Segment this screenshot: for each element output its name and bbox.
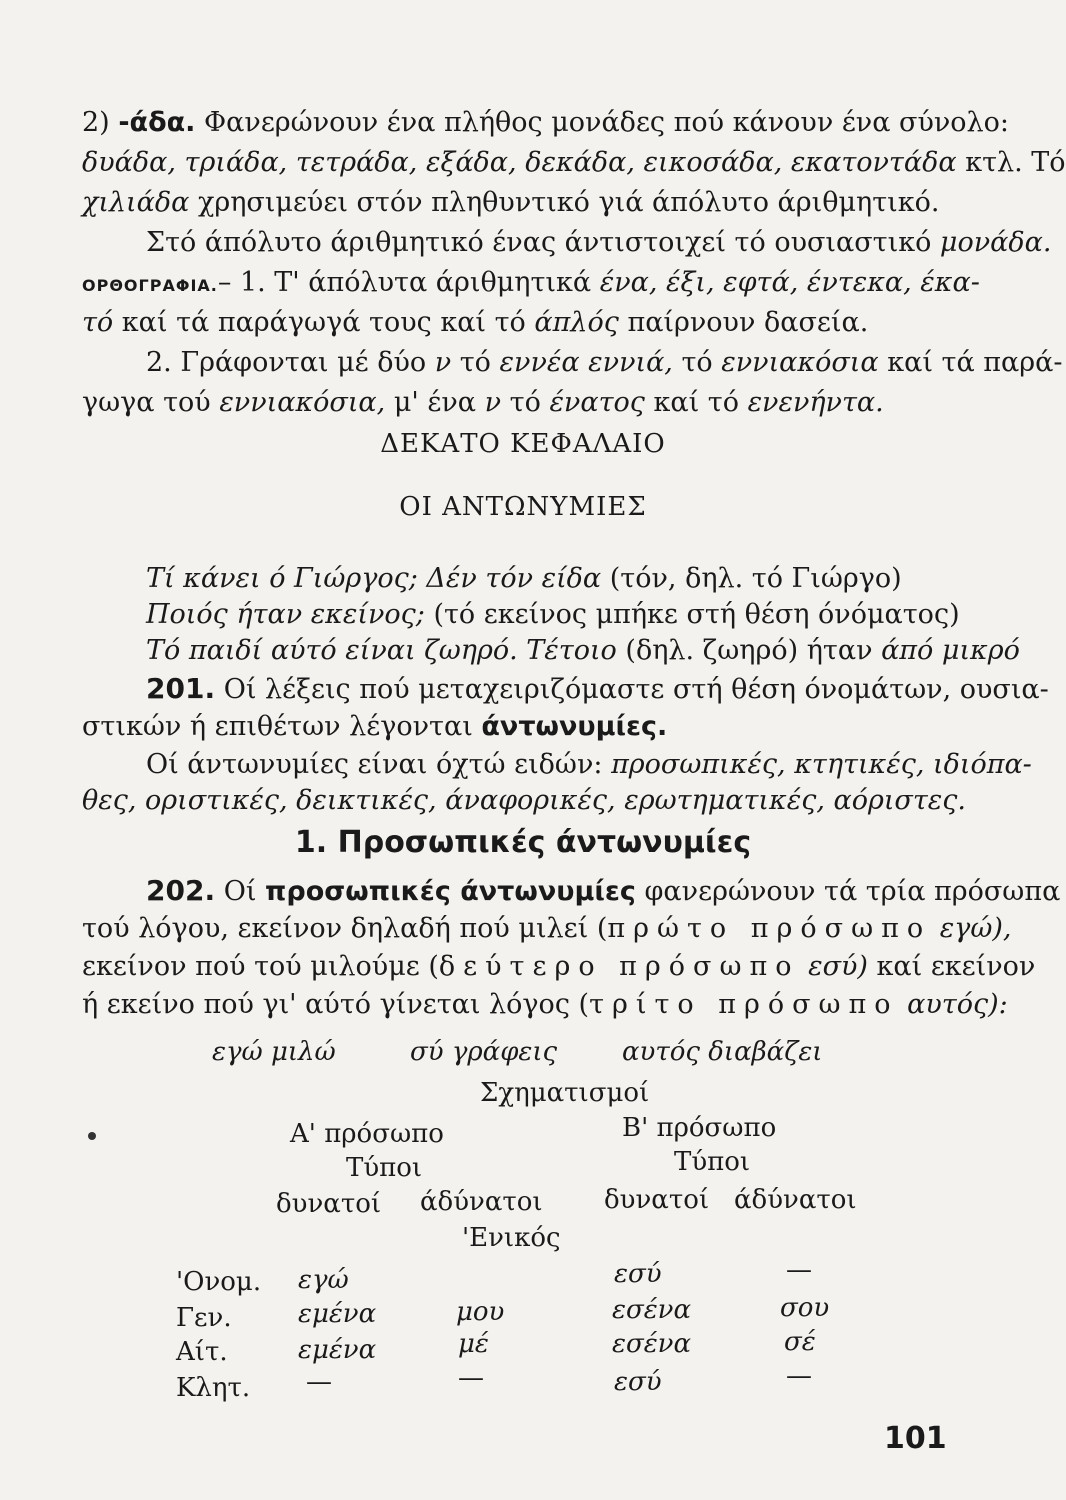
b-strong-form: εσύ	[614, 1259, 662, 1289]
a-weak-form: —	[458, 1363, 484, 1393]
b-weak-form: σέ	[784, 1327, 816, 1357]
text: τού λόγου, εκείνον δηλαδή πού μιλεί (	[82, 913, 608, 944]
bullet-mark	[88, 1132, 96, 1140]
example-note: (δηλ. ζωηρό) ήταν	[625, 635, 873, 666]
text: γωγα τού	[82, 387, 211, 418]
examples: εννέα εννιά,	[499, 347, 673, 378]
case-label: Αίτ.	[176, 1337, 228, 1367]
example-1	[146, 562, 902, 596]
case-label: 'Ονομ.	[176, 1267, 262, 1297]
a-strong-form: εμένα	[298, 1335, 377, 1365]
example-speak: εγώ μιλώ	[212, 1037, 336, 1067]
example-text: Τό παιδί αύτό είναι ζωηρό. Τέτοιο	[146, 635, 617, 666]
term: ένατος	[549, 387, 645, 418]
text: στικών ή επιθέτων λέγονται	[82, 711, 473, 742]
letter: ν	[484, 387, 502, 418]
suffix-term: -άδα.	[118, 107, 196, 138]
text: – 1. Τ' άπόλυτα άριθμητικά	[217, 267, 592, 298]
a-strong-form: εμένα	[298, 1299, 377, 1329]
b-weak-form: σου	[780, 1293, 830, 1323]
spaced-term: τρίτο πρόσωπο	[589, 989, 899, 1020]
text: καί τό	[653, 387, 739, 418]
a-strong-form: —	[306, 1367, 332, 1397]
orthography-label: ΟΡΘΟΓΡΑΦΙΑ.	[82, 276, 218, 295]
b-strong-form: εσύ	[614, 1367, 662, 1397]
text: εκείνον πού τού μιλούμε (	[82, 951, 439, 982]
person-a-heading: Α' πρόσωπο	[290, 1119, 444, 1149]
b-weak-form: —	[786, 1361, 812, 1391]
text: φανερώνουν τά τρία πρόσωπα	[644, 876, 1061, 907]
table-heading: Σχηματισμοί	[480, 1078, 650, 1108]
text: παίρνουν δασεία.	[627, 307, 869, 338]
p201-line3	[146, 748, 1032, 782]
a-strong-form: εγώ	[298, 1265, 349, 1295]
para2-line2	[82, 146, 1066, 180]
text: Οί άντωνυμίες είναι όχτώ ειδών:	[146, 749, 603, 780]
text: καί τά παρά-	[887, 347, 1063, 378]
text: Στό άπόλυτο άριθμητικό ένας άντιστοιχεί τό ουσιαστικό	[146, 227, 932, 258]
page-number: 101	[884, 1421, 947, 1456]
categories: προσωπικές, κτητικές, ιδιόπα-	[611, 749, 1032, 780]
weak-a-heading: άδύνατοι	[420, 1187, 543, 1217]
spaced-term: πρώτο πρόσωπο	[607, 913, 932, 944]
example-text: Ποιός ήταν εκείνος;	[146, 599, 425, 630]
term: εννιακόσια,	[219, 387, 386, 418]
key-term: προσωπικές άντωνυμίες	[265, 876, 636, 907]
a-weak-form: μέ	[458, 1329, 489, 1359]
term: άπλός	[534, 307, 619, 338]
example-write: σύ γράφεις	[410, 1037, 558, 1067]
example-text: Τί κάνει ό Γιώργος; Δέν τόν είδα	[146, 563, 602, 594]
para2-line4	[146, 226, 1051, 260]
text: Φανερώνουν ένα πλήθος μονάδες πού κάνουν ένα σύνολο:	[204, 107, 1010, 138]
b-strong-form: εσένα	[612, 1295, 692, 1325]
term: εννιακόσια	[721, 347, 879, 378]
categories: θες, οριστικές, δεικτικές, άναφορικές, ερωτηματικές, αόριστες.	[82, 785, 966, 816]
example-text: άπό μικρό	[881, 635, 1020, 666]
p201-line2	[82, 710, 667, 744]
term: ενενήντα.	[747, 387, 884, 418]
case-label: Κλητ.	[176, 1373, 251, 1403]
chapter-subtitle: ΟΙ ΑΝΤΩΝΥΜΙΕΣ	[399, 492, 647, 522]
text: 2. Γράφονται μέ δύο	[146, 347, 427, 378]
text: ή εκείνο πού γι' αύτό γίνεται λόγος (	[82, 989, 590, 1020]
person-b-heading: Β' πρόσωπο	[622, 1113, 777, 1143]
b-weak-form: —	[786, 1255, 812, 1285]
ortho-line1	[82, 266, 980, 303]
example-word: αυτός):	[907, 989, 1008, 1020]
p202-line4	[82, 988, 1008, 1022]
chapter-title: ΔΕΚΑΤΟ ΚΕΦΑΛΑΙΟ	[380, 429, 666, 459]
text: τό	[681, 347, 713, 378]
example-word: εσύ)	[808, 951, 868, 982]
example-2	[146, 598, 960, 632]
section-title: 1. Προσωπικές άντωνυμίες	[294, 825, 752, 860]
text: καί εκείνον	[876, 951, 1036, 982]
types-a-heading: Τύποι	[346, 1153, 423, 1183]
text: Οί	[223, 876, 257, 907]
case-label: Γεν.	[176, 1303, 232, 1333]
example-read: αυτός διαβάζει	[622, 1037, 823, 1067]
text: μ' ένα	[393, 387, 477, 418]
text: τό	[509, 387, 541, 418]
example-note: (τόν, δηλ. τό Γιώργο)	[609, 563, 902, 594]
term: χιλιάδα	[82, 187, 190, 218]
key-term: άντωνυμίες.	[481, 711, 668, 742]
p201-line1	[146, 672, 1049, 707]
p202-line2	[82, 912, 1011, 946]
para2-line1	[82, 106, 1010, 140]
text: χρησιμεύει στόν πληθυντικό γιά άπόλυτο άριθμητικό.	[197, 187, 940, 218]
ortho-line2	[82, 306, 868, 340]
p202-line3	[82, 950, 1035, 984]
number-heading: 'Ενικός	[462, 1223, 561, 1253]
ortho-line4	[82, 386, 884, 420]
letter: ν	[434, 347, 452, 378]
p202-line1	[146, 874, 1061, 909]
text: τό	[459, 347, 491, 378]
spaced-term: δεύτερο πρόσωπο	[438, 951, 800, 982]
example-3	[146, 634, 1020, 668]
term: μονάδα.	[939, 227, 1052, 258]
strong-b-heading: δυνατοί	[604, 1185, 710, 1215]
types-b-heading: Τύποι	[674, 1147, 751, 1177]
item-number: 2)	[82, 107, 110, 138]
term: τό	[82, 307, 114, 338]
examples: ένα, έξι, εφτά, έντεκα, έκα-	[599, 267, 980, 298]
b-strong-form: εσένα	[612, 1329, 692, 1359]
para2-line3	[82, 186, 939, 220]
example-note: (τό εκείνος μπήκε στή θέση όνόματος)	[433, 599, 960, 630]
weak-b-heading: άδύνατοι	[734, 1185, 857, 1215]
examples: δυάδα, τριάδα, τετράδα, εξάδα, δεκάδα, εικοσάδα, εκατοντάδα	[82, 147, 957, 178]
paragraph-number: 202.	[146, 874, 216, 907]
ortho-line3	[146, 346, 1063, 380]
text: κτλ. Τό	[965, 147, 1066, 178]
example-word: εγώ),	[939, 913, 1012, 944]
text: Οί λέξεις πού μεταχειριζόμαστε στή θέση όνομάτων, ουσια-	[223, 674, 1049, 705]
strong-a-heading: δυνατοί	[276, 1189, 382, 1219]
text: καί τά παράγωγά τους καί τό	[121, 307, 526, 338]
p201-line4	[82, 784, 966, 818]
paragraph-number: 201.	[146, 672, 216, 705]
a-weak-form: μου	[456, 1297, 505, 1327]
